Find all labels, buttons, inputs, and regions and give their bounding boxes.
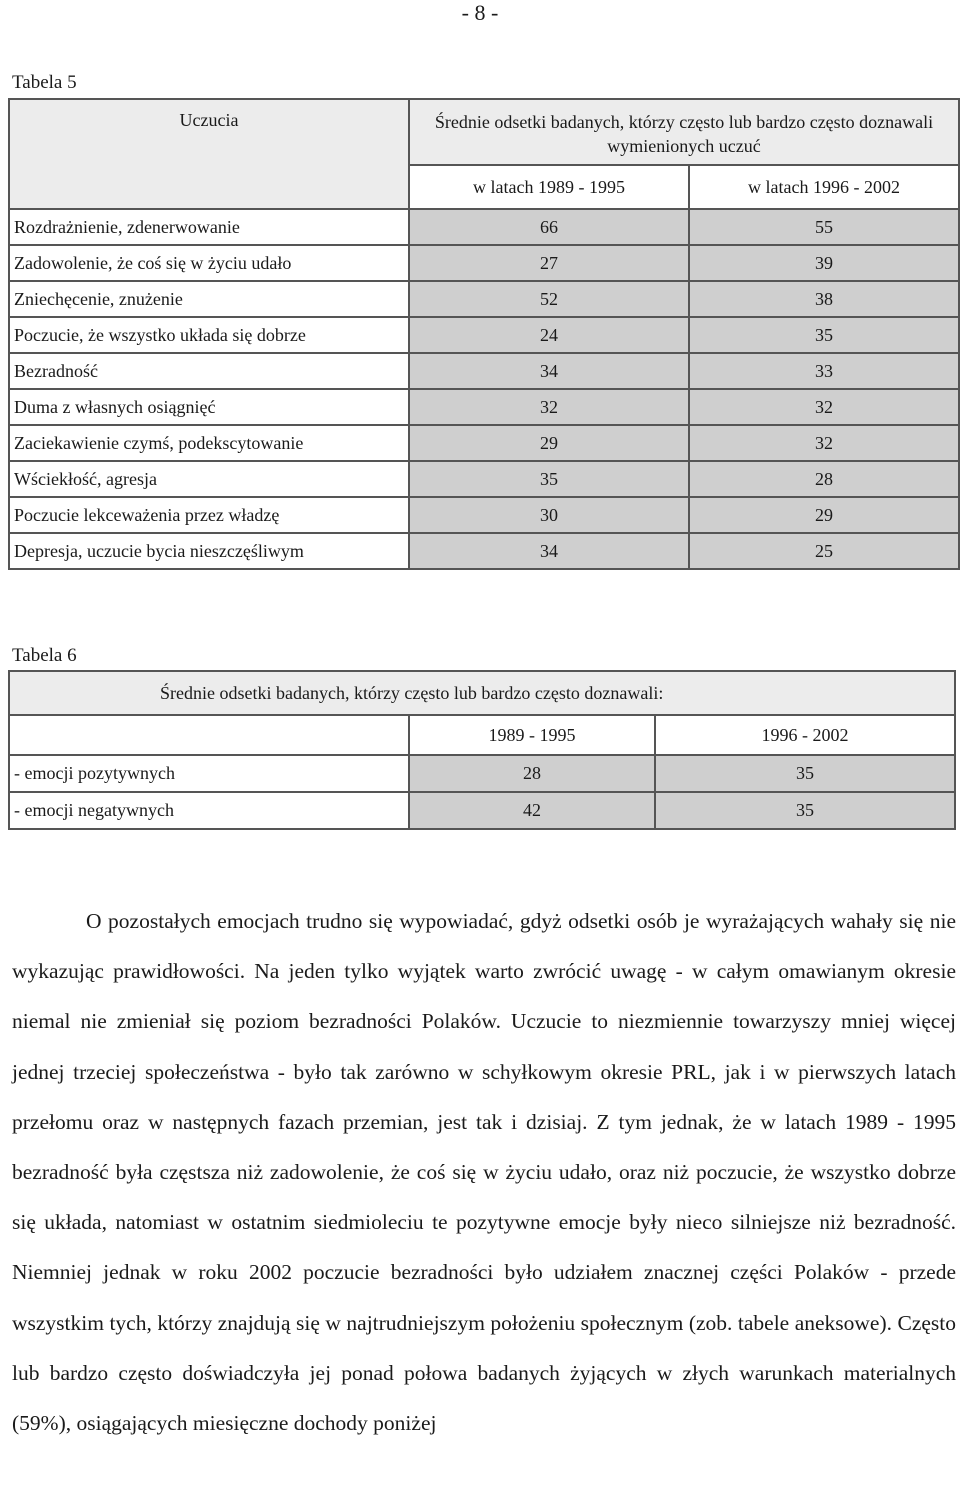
table5 <box>8 98 960 570</box>
row-value-period-2: 29 <box>689 497 959 533</box>
body-text <box>12 896 956 1448</box>
row-value-period-1: 34 <box>409 353 689 389</box>
row-value-period-1: 32 <box>409 389 689 425</box>
row-label: - emocji negatywnych <box>9 792 409 829</box>
table5-header-group: Średnie odsetki badanych, którzy często lub bardzo często doznawali wymienionych uczuć <box>409 99 959 165</box>
row-value-period-2: 35 <box>655 792 955 829</box>
table-row <box>9 245 959 281</box>
row-value-period-2: 32 <box>689 389 959 425</box>
table-row <box>9 792 955 829</box>
table-row <box>9 389 959 425</box>
table6-header-period-2: 1996 - 2002 <box>655 715 955 755</box>
table6-caption: Tabela 6 <box>12 645 77 666</box>
table6-header-blank <box>9 715 409 755</box>
page-number: - 8 - <box>461 0 499 25</box>
table5-header-feelings: Uczucia <box>9 99 409 209</box>
row-value-period-2: 25 <box>689 533 959 569</box>
row-label: Duma z własnych osiągnięć <box>9 389 409 425</box>
row-value-period-1: 35 <box>409 461 689 497</box>
row-value-period-2: 35 <box>655 755 955 792</box>
table-row <box>9 461 959 497</box>
row-label: Rozdrażnienie, zdenerwowanie <box>9 209 409 245</box>
row-label: Depresja, uczucie bycia nieszczęśliwym <box>9 533 409 569</box>
row-value-period-1: 42 <box>409 792 655 829</box>
row-value-period-1: 29 <box>409 425 689 461</box>
row-value-period-1: 28 <box>409 755 655 792</box>
row-value-period-2: 39 <box>689 245 959 281</box>
table-row <box>9 281 959 317</box>
table-row <box>9 209 959 245</box>
table-row <box>9 317 959 353</box>
row-value-period-1: 27 <box>409 245 689 281</box>
row-value-period-1: 24 <box>409 317 689 353</box>
row-value-period-2: 28 <box>689 461 959 497</box>
row-label: Poczucie, że wszystko układa się dobrze <box>9 317 409 353</box>
row-value-period-2: 35 <box>689 317 959 353</box>
table-row <box>9 533 959 569</box>
row-label: Bezradność <box>9 353 409 389</box>
table5-header-period-1: w latach 1989 - 1995 <box>409 165 689 209</box>
table6 <box>8 670 956 830</box>
table-row <box>9 425 959 461</box>
row-value-period-2: 38 <box>689 281 959 317</box>
row-label: Zaciekawienie czymś, podekscytowanie <box>9 425 409 461</box>
row-label: - emocji pozytywnych <box>9 755 409 792</box>
table-row <box>9 353 959 389</box>
table5-caption: Tabela 5 <box>12 72 77 93</box>
table-row <box>9 755 955 792</box>
row-value-period-1: 66 <box>409 209 689 245</box>
body-paragraph: O pozostałych emocjach trudno się wypowiadać, gdyż odsetki osób je wyrażających wahały się nie wykazując prawidłowości. Na jeden tylko wyjątek warto zwrócić uwagę - w całym omawianym okresie niemal nie zmieniał się poziom bezradności Polaków. Uczucie to niezmiennie towarzyszy mniej więcej jednej trzeciej społeczeństwa - było tak zarówno w schyłkowym okresie PRL, jak i w pierwszych latach przełomu oraz w następnych fazach przemian, jest tak i dzisiaj. Z tym jednak, że w latach 1989 - 1995 bezradność była częstsza niż zadowolenie, że coś się w życiu udało, oraz niż poczucie, że wszystko dobrze się układa, natomiast w ostatnim siedmioleciu te pozytywne emocje były nieco silniejsze niż bezradność. Niemniej jednak w roku 2002 poczucie bezradności było udziałem znacznej części Polaków - przede wszystkim tych, którzy znajdują się w najtrudniejszym położeniu społecznym (zob. tabele aneksowe). Często lub bardzo często doświadczyła jej ponad połowa badanych żyjących w złych warunkach materialnych (59%), osiągających miesięczne dochody poniżej <box>12 909 956 1436</box>
row-label: Wściekłość, agresja <box>9 461 409 497</box>
row-label: Zniechęcenie, znużenie <box>9 281 409 317</box>
table-row <box>9 497 959 533</box>
row-label: Zadowolenie, że coś się w życiu udało <box>9 245 409 281</box>
row-label: Poczucie lekceważenia przez władzę <box>9 497 409 533</box>
row-value-period-2: 33 <box>689 353 959 389</box>
row-value-period-2: 32 <box>689 425 959 461</box>
table6-header-period-1: 1989 - 1995 <box>409 715 655 755</box>
table5-header-period-2: w latach 1996 - 2002 <box>689 165 959 209</box>
row-value-period-2: 55 <box>689 209 959 245</box>
row-value-period-1: 52 <box>409 281 689 317</box>
row-value-period-1: 30 <box>409 497 689 533</box>
row-value-period-1: 34 <box>409 533 689 569</box>
table6-header-group: Średnie odsetki badanych, którzy często lub bardzo często doznawali: <box>9 671 955 715</box>
